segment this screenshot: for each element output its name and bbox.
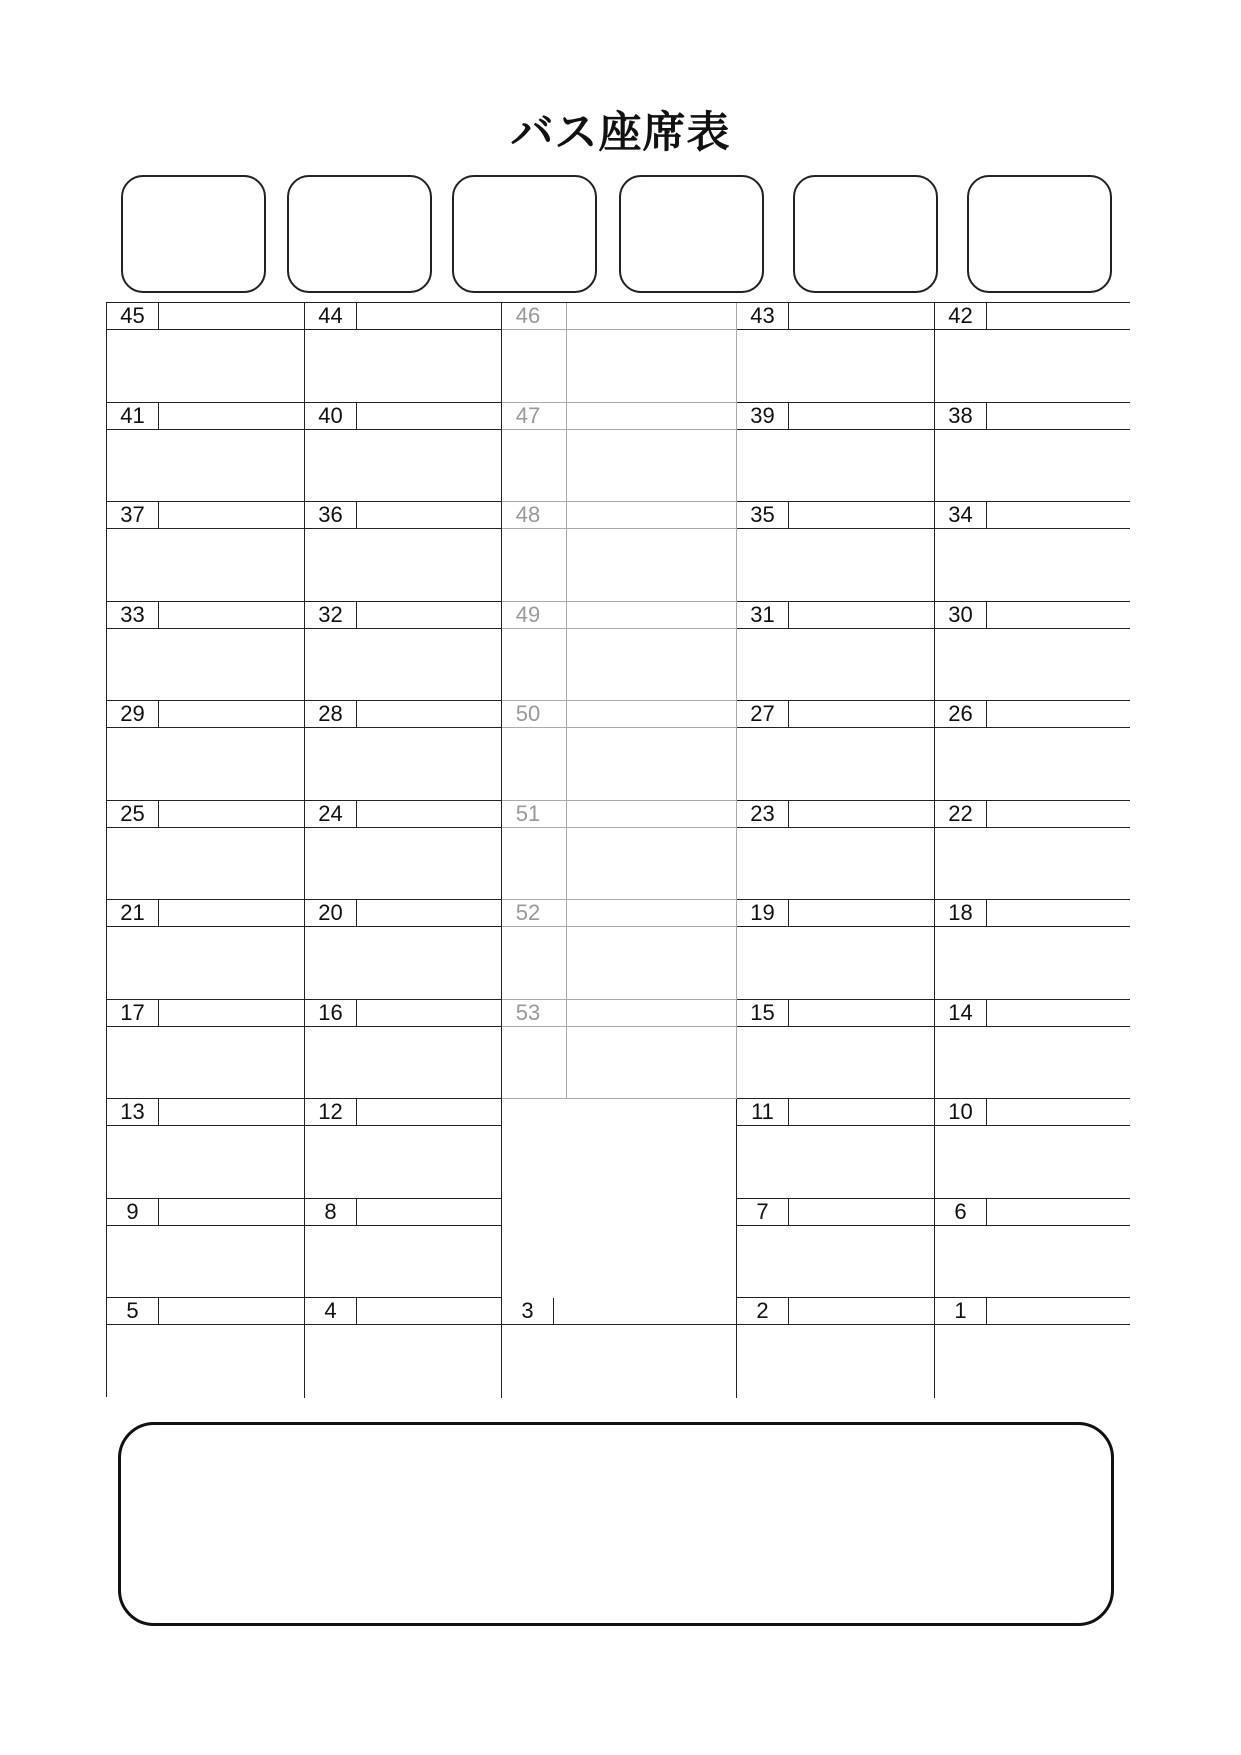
seat-header bbox=[107, 701, 304, 728]
seat-number: 24 bbox=[305, 801, 357, 827]
seat-number: 47 bbox=[515, 402, 541, 428]
aux-seat-divider bbox=[566, 701, 567, 801]
seat-number: 41 bbox=[107, 403, 159, 429]
seat-48[interactable] bbox=[502, 502, 737, 602]
seat-number: 45 bbox=[107, 303, 159, 329]
seat-header bbox=[502, 900, 736, 927]
seat-number: 18 bbox=[935, 900, 987, 926]
seat-13[interactable] bbox=[107, 1099, 305, 1199]
seat-number: 21 bbox=[107, 900, 159, 926]
seat-52[interactable] bbox=[502, 900, 737, 1000]
seat-header bbox=[502, 403, 736, 430]
seat-37[interactable] bbox=[107, 502, 305, 602]
seat-header bbox=[737, 1000, 934, 1027]
seat-49[interactable] bbox=[502, 602, 737, 702]
seat-header bbox=[305, 801, 501, 828]
seat-header bbox=[305, 1000, 501, 1027]
seat-header bbox=[737, 900, 934, 927]
seat-grid bbox=[106, 302, 1130, 1397]
seat-34[interactable] bbox=[935, 502, 1130, 602]
seat-44[interactable] bbox=[305, 303, 502, 403]
seat-31[interactable] bbox=[737, 602, 935, 702]
seat-29[interactable] bbox=[107, 701, 305, 801]
seat-23[interactable] bbox=[737, 801, 935, 901]
seat-number: 43 bbox=[737, 303, 789, 329]
seat-12[interactable] bbox=[305, 1099, 502, 1199]
seat-3[interactable] bbox=[502, 1298, 737, 1398]
seat-header bbox=[935, 1298, 1130, 1325]
seat-header bbox=[305, 403, 501, 430]
seat-number: 1 bbox=[935, 1298, 987, 1324]
seat-number: 52 bbox=[515, 900, 541, 925]
seat-20[interactable] bbox=[305, 900, 502, 1000]
seat-header bbox=[935, 303, 1130, 330]
seat-16[interactable] bbox=[305, 1000, 502, 1100]
seat-36[interactable] bbox=[305, 502, 502, 602]
seat-46[interactable] bbox=[502, 303, 737, 403]
seat-number: 23 bbox=[737, 801, 789, 827]
seat-header bbox=[935, 900, 1130, 927]
seat-17[interactable] bbox=[107, 1000, 305, 1100]
seat-9[interactable] bbox=[107, 1199, 305, 1299]
seat-30[interactable] bbox=[935, 602, 1130, 702]
seat-header bbox=[737, 701, 934, 728]
seat-26[interactable] bbox=[935, 701, 1130, 801]
seat-header bbox=[107, 602, 304, 629]
seat-number: 44 bbox=[305, 303, 357, 329]
seat-22[interactable] bbox=[935, 801, 1130, 901]
seat-number: 48 bbox=[515, 502, 541, 527]
seat-header bbox=[107, 502, 304, 529]
seat-header bbox=[107, 1099, 304, 1126]
seat-number: 9 bbox=[107, 1199, 159, 1225]
seat-number: 37 bbox=[107, 502, 159, 528]
seat-43[interactable] bbox=[737, 303, 935, 403]
seat-number: 53 bbox=[515, 999, 541, 1025]
notes-box[interactable] bbox=[118, 1422, 1114, 1626]
seat-number: 13 bbox=[107, 1099, 159, 1125]
seat-header bbox=[737, 1298, 934, 1325]
aux-seat-divider bbox=[566, 403, 567, 503]
seat-header bbox=[107, 1000, 304, 1027]
seat-11[interactable] bbox=[737, 1099, 935, 1199]
seat-header bbox=[305, 1298, 501, 1325]
seat-header bbox=[502, 801, 736, 828]
seat-number: 3 bbox=[502, 1298, 554, 1324]
seat-number: 32 bbox=[305, 602, 357, 628]
top-box-2[interactable] bbox=[287, 175, 432, 293]
seat-number: 39 bbox=[737, 403, 789, 429]
seat-header bbox=[737, 502, 934, 529]
seat-38[interactable] bbox=[935, 403, 1130, 503]
seat-header bbox=[305, 602, 501, 629]
seat-header bbox=[935, 1000, 1130, 1027]
seat-number: 12 bbox=[305, 1099, 357, 1125]
seat-number: 42 bbox=[935, 303, 987, 329]
seat-header bbox=[305, 1199, 501, 1226]
seat-number: 11 bbox=[737, 1099, 789, 1125]
seat-33[interactable] bbox=[107, 602, 305, 702]
seat-27[interactable] bbox=[737, 701, 935, 801]
seat-header bbox=[502, 602, 736, 629]
seat-header bbox=[935, 403, 1130, 430]
seat-14[interactable] bbox=[935, 1000, 1130, 1100]
seat-header bbox=[737, 303, 934, 330]
seat-number: 15 bbox=[737, 1000, 789, 1026]
top-box-1[interactable] bbox=[121, 175, 266, 293]
seat-47[interactable] bbox=[502, 403, 737, 503]
seat-number: 2 bbox=[737, 1298, 789, 1324]
seat-number: 35 bbox=[737, 502, 789, 528]
top-box-4[interactable] bbox=[619, 175, 764, 293]
seat-header bbox=[502, 1298, 736, 1325]
seat-10[interactable] bbox=[935, 1099, 1130, 1199]
seat-header bbox=[305, 303, 501, 330]
top-box-5[interactable] bbox=[793, 175, 938, 293]
seat-header bbox=[935, 602, 1130, 629]
seat-header bbox=[305, 701, 501, 728]
seat-header bbox=[935, 1199, 1130, 1226]
seat-51[interactable] bbox=[502, 801, 737, 901]
seat-2[interactable] bbox=[737, 1298, 935, 1398]
seat-number: 33 bbox=[107, 602, 159, 628]
top-box-6[interactable] bbox=[967, 175, 1112, 293]
top-box-3[interactable] bbox=[452, 175, 597, 293]
seat-number: 27 bbox=[737, 701, 789, 727]
seat-32[interactable] bbox=[305, 602, 502, 702]
aux-seat-divider bbox=[566, 602, 567, 702]
aux-seat-divider bbox=[566, 900, 567, 1000]
seat-header bbox=[737, 1099, 934, 1126]
seat-50[interactable] bbox=[502, 701, 737, 801]
seat-header bbox=[107, 1199, 304, 1226]
seat-number: 7 bbox=[737, 1199, 789, 1225]
seat-42[interactable] bbox=[935, 303, 1130, 403]
seat-24[interactable] bbox=[305, 801, 502, 901]
seat-40[interactable] bbox=[305, 403, 502, 503]
seat-header bbox=[737, 1199, 934, 1226]
seat-header bbox=[502, 303, 736, 330]
seat-41[interactable] bbox=[107, 403, 305, 503]
seat-number: 22 bbox=[935, 801, 987, 827]
seat-53[interactable] bbox=[502, 1000, 737, 1100]
seat-28[interactable] bbox=[305, 701, 502, 801]
seat-45[interactable] bbox=[107, 303, 305, 403]
seat-number: 20 bbox=[305, 900, 357, 926]
aux-seat-divider bbox=[566, 303, 567, 403]
seat-number: 26 bbox=[935, 701, 987, 727]
seat-number: 40 bbox=[305, 403, 357, 429]
seat-header bbox=[305, 900, 501, 927]
seat-4[interactable] bbox=[305, 1298, 502, 1398]
seat-21[interactable] bbox=[107, 900, 305, 1000]
seat-19[interactable] bbox=[737, 900, 935, 1000]
seat-7[interactable] bbox=[737, 1199, 935, 1299]
seat-5[interactable] bbox=[107, 1298, 305, 1398]
seat-number: 29 bbox=[107, 701, 159, 727]
seat-header bbox=[305, 502, 501, 529]
seat-15[interactable] bbox=[737, 1000, 935, 1100]
seat-number: 6 bbox=[935, 1199, 987, 1225]
seat-header bbox=[107, 1298, 304, 1325]
seat-header bbox=[107, 403, 304, 430]
seat-number: 50 bbox=[515, 701, 541, 726]
aux-seat-divider bbox=[566, 1000, 567, 1100]
seat-number: 36 bbox=[305, 502, 357, 528]
seat-number: 38 bbox=[935, 403, 987, 429]
seat-39[interactable] bbox=[737, 403, 935, 503]
seat-header bbox=[935, 502, 1130, 529]
seat-number: 31 bbox=[737, 602, 789, 628]
seat-8[interactable] bbox=[305, 1199, 502, 1299]
seat-header bbox=[737, 801, 934, 828]
seat-number: 8 bbox=[305, 1199, 357, 1225]
seat-number: 34 bbox=[935, 502, 987, 528]
seat-25[interactable] bbox=[107, 801, 305, 901]
seat-number: 5 bbox=[107, 1298, 159, 1324]
aux-seat-divider bbox=[566, 502, 567, 602]
seat-header bbox=[502, 1000, 736, 1027]
seat-header bbox=[107, 801, 304, 828]
seat-number: 19 bbox=[737, 900, 789, 926]
seat-header bbox=[107, 303, 304, 330]
seat-number: 51 bbox=[515, 800, 541, 826]
seat-number: 49 bbox=[515, 601, 541, 627]
seat-header bbox=[935, 801, 1130, 828]
seat-35[interactable] bbox=[737, 502, 935, 602]
seat-header bbox=[502, 701, 736, 728]
seat-number: 16 bbox=[305, 1000, 357, 1026]
seat-number: 30 bbox=[935, 602, 987, 628]
seat-header bbox=[935, 701, 1130, 728]
seat-1[interactable] bbox=[935, 1298, 1130, 1398]
aisle-gap bbox=[502, 1099, 737, 1298]
seat-number: 46 bbox=[515, 303, 541, 328]
seat-header bbox=[737, 403, 934, 430]
seat-number: 17 bbox=[107, 1000, 159, 1026]
seat-header bbox=[305, 1099, 501, 1126]
seat-number: 14 bbox=[935, 1000, 987, 1026]
seat-18[interactable] bbox=[935, 900, 1130, 1000]
seat-header bbox=[935, 1099, 1130, 1126]
seat-number: 28 bbox=[305, 701, 357, 727]
seat-number: 25 bbox=[107, 801, 159, 827]
seat-number: 4 bbox=[305, 1298, 357, 1324]
seat-header bbox=[107, 900, 304, 927]
aux-seat-divider bbox=[566, 801, 567, 901]
page-title: バス座席表 bbox=[510, 108, 731, 158]
seat-number: 10 bbox=[935, 1099, 987, 1125]
seat-header bbox=[502, 502, 736, 529]
seat-6[interactable] bbox=[935, 1199, 1130, 1299]
seat-header bbox=[737, 602, 934, 629]
